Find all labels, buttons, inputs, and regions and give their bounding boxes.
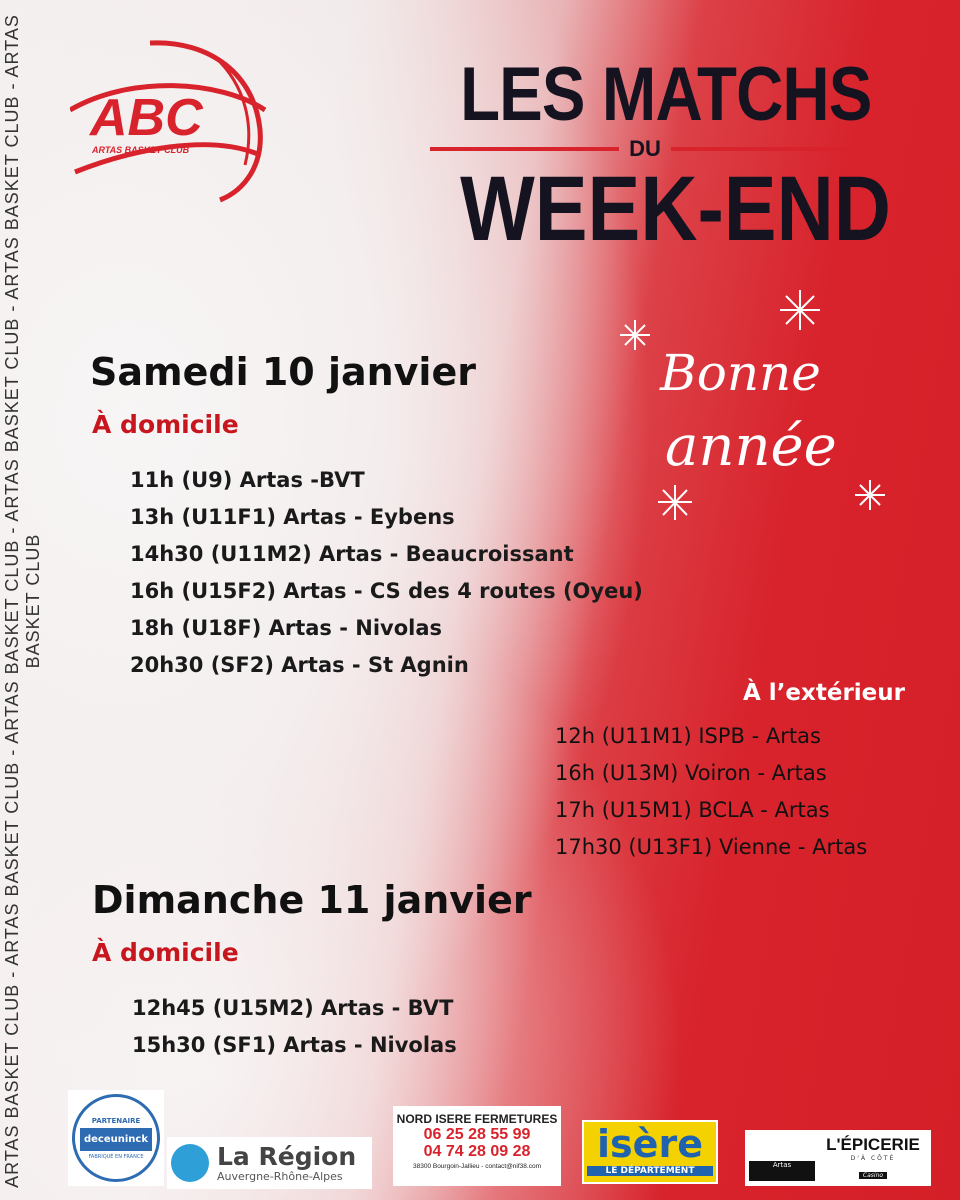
sponsor-region bbox=[167, 1137, 372, 1189]
match-item: 17h (U15M1) BCLA - Artas bbox=[555, 798, 830, 822]
isere-name: isère bbox=[597, 1122, 703, 1166]
sunday-heading: Dimanche 11 janvier bbox=[92, 878, 532, 922]
nif-phone2: 04 74 28 09 28 bbox=[423, 1143, 531, 1160]
saturday-home-label: À domicile bbox=[92, 410, 239, 439]
sunday-home-label: À domicile bbox=[92, 938, 239, 967]
epicerie-sub: D'À CÔTÉ bbox=[850, 1155, 896, 1162]
club-logo bbox=[70, 35, 270, 209]
saturday-heading: Samedi 10 janvier bbox=[90, 350, 476, 394]
match-item: 20h30 (SF2) Artas - St Agnin bbox=[130, 653, 469, 677]
title-line1: LES MATCHS bbox=[460, 52, 872, 137]
match-item: 17h30 (U13F1) Vienne - Artas bbox=[555, 835, 868, 859]
match-item: 12h45 (U15M2) Artas - BVT bbox=[132, 996, 454, 1020]
sponsor-epicerie bbox=[745, 1130, 931, 1186]
logo-letters: ABC bbox=[90, 89, 203, 147]
nif-name: NORD ISERE FERMETURES bbox=[396, 1112, 558, 1126]
match-item: 16h (U15F2) Artas - CS des 4 routes (Oyeu) bbox=[130, 579, 643, 603]
match-item: 14h30 (U11M2) Artas - Beaucroissant bbox=[130, 542, 574, 566]
sparkle-icon bbox=[620, 290, 885, 520]
title-line2: DU bbox=[629, 136, 661, 161]
epicerie-name: L'ÉPICERIE bbox=[826, 1135, 920, 1154]
match-item: 11h (U9) Artas -BVT bbox=[130, 468, 365, 492]
nif-phone1: 06 25 28 55 99 bbox=[423, 1126, 531, 1143]
poster-title bbox=[430, 52, 891, 260]
side-banner-text: ARTAS BASKET CLUB - ARTAS BASKET CLUB - ARTAS BASKET CLUB - ARTAS BASKET CLUB - ARTAS BASKET CLUB - ARTAS BASKET CLUB bbox=[2, 14, 43, 1188]
saturday-away-label: À l’extérieur bbox=[743, 680, 905, 706]
saturday-away bbox=[555, 680, 905, 866]
sponsor-isere bbox=[582, 1120, 718, 1184]
deceuninck-top: PARTENAIRE bbox=[91, 1116, 141, 1125]
title-line3: WEEK-END bbox=[460, 158, 891, 260]
greeting-line2: année bbox=[665, 414, 837, 479]
saturday-home-list bbox=[130, 462, 643, 684]
epicerie-brand: Casino bbox=[859, 1172, 887, 1179]
match-item: 12h (U11M1) ISPB - Artas bbox=[555, 724, 821, 748]
bonne-annee-greeting bbox=[620, 290, 890, 540]
deceuninck-bottom: FABRIQUÉ EN FRANCE bbox=[88, 1153, 144, 1160]
match-item: 16h (U13M) Voiron - Artas bbox=[555, 761, 827, 785]
match-item: 18h (U18F) Artas - Nivolas bbox=[130, 616, 443, 640]
deceuninck-name: deceuninck bbox=[80, 1128, 152, 1151]
region-sub: Auvergne-Rhône-Alpes bbox=[217, 1169, 343, 1183]
region-logo-icon bbox=[171, 1144, 209, 1182]
greeting-line1: Bonne bbox=[660, 344, 821, 402]
match-item: 13h (U11F1) Artas - Eybens bbox=[130, 505, 455, 529]
side-banner bbox=[0, 0, 46, 1200]
sponsor-nif bbox=[393, 1106, 561, 1186]
match-item: 15h30 (SF1) Artas - Nivolas bbox=[132, 1033, 457, 1057]
sunday-home-list bbox=[132, 990, 457, 1064]
nif-address: 38300 Bourgoin-Jallieu - contact@nif38.com bbox=[412, 1163, 541, 1170]
isere-sub: LE DÉPARTEMENT bbox=[587, 1166, 713, 1176]
epicerie-place: Artas bbox=[749, 1161, 815, 1181]
logo-name: ARTAS BASKET CLUB bbox=[92, 145, 190, 155]
region-name: La Région bbox=[217, 1141, 357, 1171]
sponsor-deceuninck bbox=[68, 1090, 164, 1186]
